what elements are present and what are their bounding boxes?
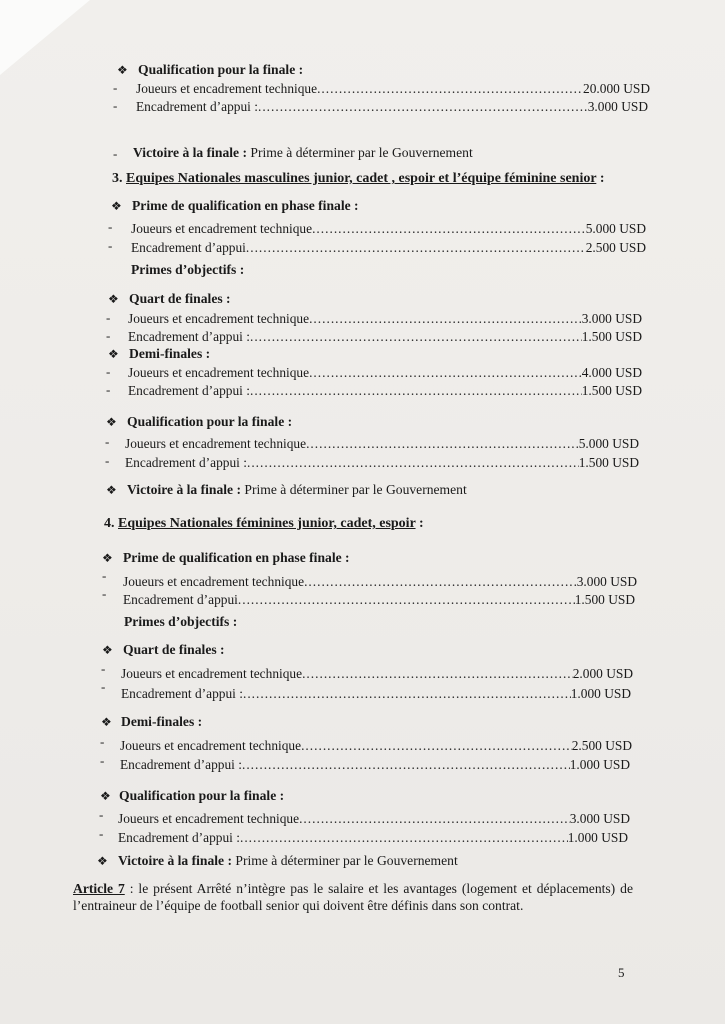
bullet-icon: ❖	[117, 63, 128, 77]
item-label: Joueurs et encadrement technique	[125, 436, 307, 451]
section-number: 4.	[104, 516, 115, 531]
item-amount: 1.000 USD	[567, 830, 628, 845]
dash-icon: -	[106, 328, 111, 343]
dash-icon: -	[108, 219, 113, 234]
prime-qualification-heading: Prime de qualification en phase finale :	[132, 198, 359, 213]
dot-leader	[304, 574, 577, 590]
item-label: Joueurs et encadrement technique	[121, 666, 303, 681]
list-item	[131, 221, 646, 237]
page-number: 5	[618, 965, 625, 980]
dot-leader	[243, 686, 571, 702]
victoire-text: Prime à déterminer par le Gouvernement	[241, 482, 467, 497]
dot-leader	[299, 811, 570, 827]
item-label: Encadrement d’appui :	[121, 686, 243, 701]
bullet-icon: ❖	[102, 643, 113, 657]
victoire-label: Victoire à la finale :	[118, 853, 233, 868]
item-label: Encadrement d’appui :	[128, 383, 250, 398]
dot-leader	[301, 738, 572, 754]
section-colon: :	[596, 171, 605, 186]
item-label: Joueurs et encadrement technique	[136, 81, 318, 96]
item-amount: 3.000 USD	[581, 311, 642, 326]
dot-leader	[246, 240, 586, 256]
dot-leader	[238, 592, 575, 608]
list-item	[128, 383, 642, 399]
victoire-line	[127, 482, 467, 498]
article-label: Article 7	[73, 881, 125, 896]
dash-icon: -	[105, 453, 110, 468]
victoire-text: Prime à déterminer par le Gouvernement	[232, 853, 458, 868]
item-label: Joueurs et encadrement technique	[123, 574, 305, 589]
list-item	[125, 436, 639, 452]
item-amount: 1.500 USD	[581, 329, 642, 344]
list-item	[120, 738, 632, 754]
victoire-line	[133, 145, 473, 161]
dot-leader	[309, 311, 582, 327]
bullet-icon: ❖	[106, 415, 117, 429]
item-amount: 3.000 USD	[569, 811, 630, 826]
bullet-icon: ❖	[108, 292, 119, 306]
list-item	[128, 311, 642, 327]
item-amount: 3.000 USD	[576, 574, 637, 589]
dot-leader	[302, 666, 573, 682]
item-label: Joueurs et encadrement technique	[128, 365, 310, 380]
article-7-paragraph	[73, 880, 633, 914]
section-title: Equipes Nationales masculines junior, cadet , espoir et l’équipe féminine senior	[126, 171, 597, 186]
bullet-icon: ❖	[101, 715, 112, 729]
bullet-icon: ❖	[97, 854, 108, 868]
item-amount: 3.000 USD	[587, 99, 648, 114]
item-amount: 1.000 USD	[569, 757, 630, 772]
dash-icon: -	[106, 310, 111, 325]
victoire-label: Victoire à la finale :	[127, 482, 242, 497]
dash-icon: -	[105, 434, 110, 449]
dash-icon: -	[100, 753, 105, 768]
victoire-line	[118, 853, 458, 869]
section-4-heading	[104, 516, 424, 532]
bullet-icon: ❖	[106, 483, 117, 497]
quart-heading: Quart de finales :	[129, 291, 231, 306]
dot-leader	[317, 81, 583, 97]
item-label: Encadrement d’appui :	[118, 830, 240, 845]
item-label: Encadrement d’appui :	[128, 329, 250, 344]
item-label: Joueurs et encadrement technique	[120, 738, 302, 753]
dash-icon: -	[100, 734, 105, 749]
list-item	[120, 757, 630, 773]
item-amount: 5.000 USD	[585, 221, 646, 236]
list-item	[123, 574, 637, 590]
dot-leader	[250, 383, 582, 399]
dot-leader	[250, 329, 582, 345]
demi-heading: Demi-finales :	[121, 714, 203, 729]
item-amount: 20.000 USD	[583, 81, 650, 96]
item-label: Encadrement d’appui	[123, 592, 238, 607]
item-amount: 5.000 USD	[578, 436, 639, 451]
list-item	[136, 81, 650, 97]
folded-corner	[0, 0, 90, 75]
dot-leader	[240, 830, 568, 846]
dash-icon: -	[101, 679, 106, 694]
dash-icon: -	[102, 568, 107, 583]
victoire-text: Prime à déterminer par le Gouvernement	[247, 145, 473, 160]
dot-leader	[258, 99, 588, 115]
list-item	[118, 811, 630, 827]
dash-icon: -	[99, 826, 104, 841]
list-item	[121, 666, 633, 682]
dot-leader	[247, 455, 579, 471]
dash-icon: -	[99, 807, 104, 822]
section-title: Equipes Nationales féminines junior, cadet, espoir	[118, 516, 416, 531]
list-item	[128, 365, 642, 381]
item-label: Encadrement d’appui :	[125, 455, 247, 470]
dash-icon: -	[102, 586, 107, 601]
list-item	[118, 830, 628, 846]
dash-icon: -	[101, 661, 106, 676]
item-amount: 1.500 USD	[578, 455, 639, 470]
item-label: Joueurs et encadrement technique	[131, 221, 313, 236]
list-item	[123, 592, 635, 608]
item-amount: 2.500 USD	[571, 738, 632, 753]
bullet-icon: ❖	[111, 199, 122, 213]
item-amount: 4.000 USD	[581, 365, 642, 380]
dot-leader	[242, 757, 570, 773]
item-amount: 1.500 USD	[581, 383, 642, 398]
list-item	[125, 455, 639, 471]
dash-icon: -	[113, 146, 118, 161]
bullet-icon: ❖	[102, 551, 113, 565]
primes-objectifs-heading: Primes d’objectifs :	[124, 614, 238, 629]
list-item	[128, 329, 642, 345]
item-label: Encadrement d’appui :	[120, 757, 242, 772]
item-label: Joueurs et encadrement technique	[118, 811, 300, 826]
prime-qualification-heading: Prime de qualification en phase finale :	[123, 550, 350, 565]
list-item	[121, 686, 631, 702]
item-label: Encadrement d’appui :	[136, 99, 258, 114]
item-label: Encadrement d’appui	[131, 240, 246, 255]
dot-leader	[309, 365, 582, 381]
victoire-label: Victoire à la finale :	[133, 145, 248, 160]
list-item	[131, 240, 646, 256]
dot-leader	[312, 221, 586, 237]
dash-icon: -	[106, 382, 111, 397]
dash-icon: -	[113, 80, 118, 95]
bullet-icon: ❖	[108, 347, 119, 361]
demi-heading: Demi-finales :	[129, 346, 211, 361]
dash-icon: -	[108, 238, 113, 253]
dot-leader	[306, 436, 579, 452]
qualification-heading: Qualification pour la finale :	[138, 62, 304, 77]
quart-heading: Quart de finales :	[123, 642, 225, 657]
item-amount: 1.000 USD	[570, 686, 631, 701]
item-amount: 2.000 USD	[572, 666, 633, 681]
item-amount: 2.500 USD	[585, 240, 646, 255]
primes-objectifs-heading: Primes d’objectifs :	[131, 262, 245, 277]
qualification-heading: Qualification pour la finale :	[127, 414, 293, 429]
item-amount: 1.500 USD	[574, 592, 635, 607]
item-label: Joueurs et encadrement technique	[128, 311, 310, 326]
section-colon: :	[415, 516, 424, 531]
dash-icon: -	[113, 98, 118, 113]
section-3-heading	[112, 171, 605, 187]
qualification-heading: Qualification pour la finale :	[119, 788, 285, 803]
section-number: 3.	[112, 171, 123, 186]
list-item	[136, 99, 648, 115]
dash-icon: -	[106, 364, 111, 379]
article-text: : le présent Arrêté n’intègre pas le salaire et les avantages (logement et déplacements) de l’entraineur de l’équipe de football senior qui doivent être définis dans son contrat.	[73, 881, 633, 913]
bullet-icon: ❖	[100, 789, 111, 803]
